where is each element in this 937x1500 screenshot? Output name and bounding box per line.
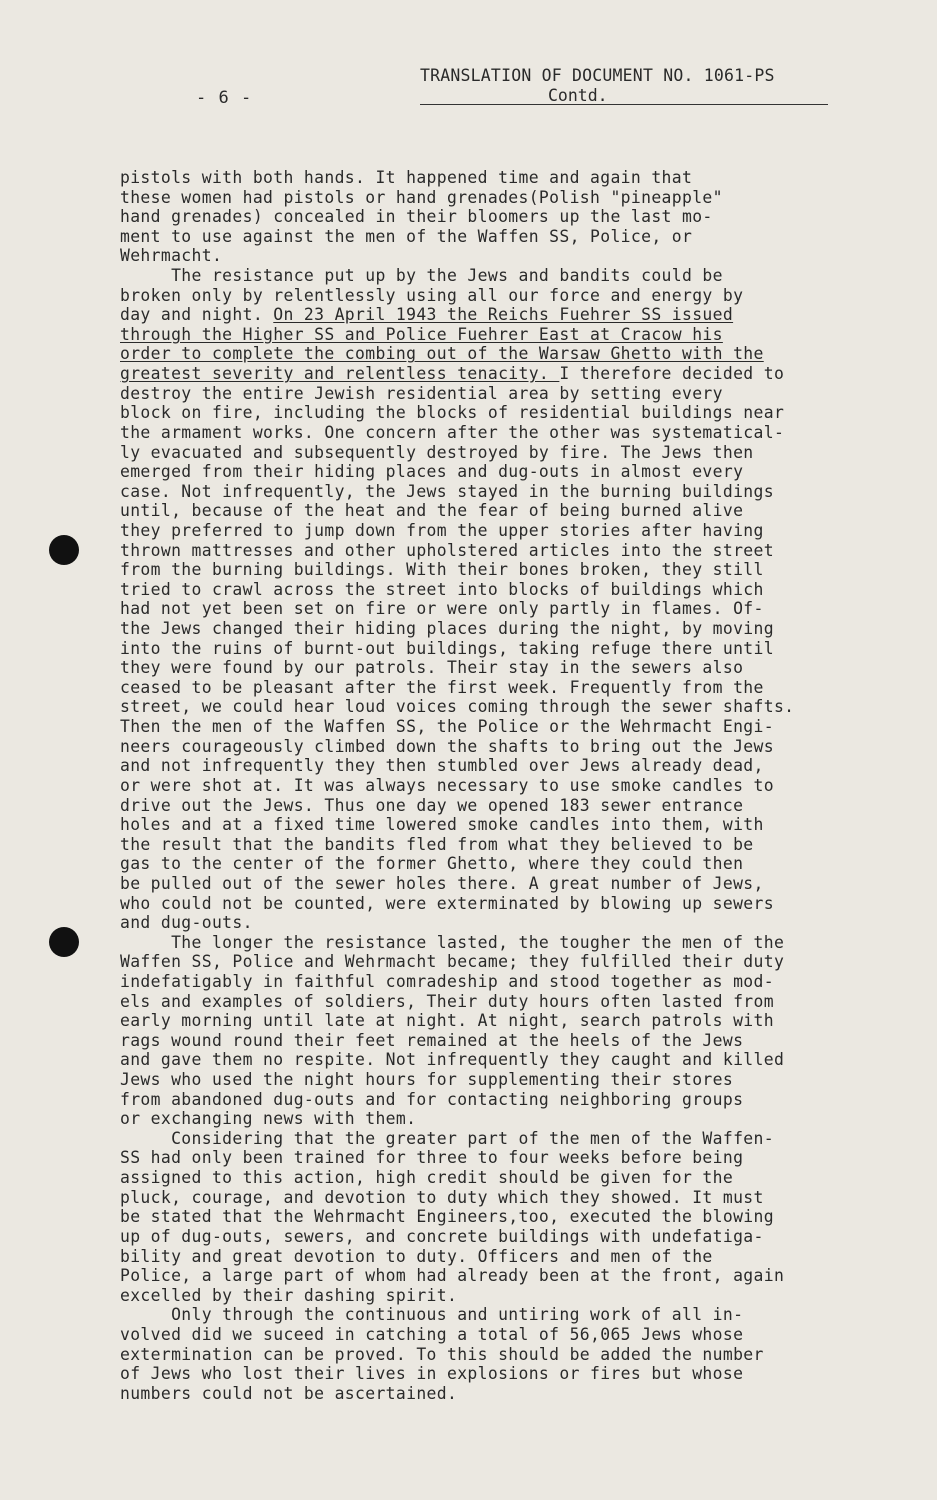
body-line: be pulled out of the sewer holes there. A great number of Jews, <box>120 873 764 893</box>
body-line: through the Higher SS and Police Fuehrer East at Cracow his <box>120 324 723 344</box>
body-line: extermination can be proved. To this should be added the number <box>120 1344 764 1364</box>
body-line: broken only by relentlessly using all our force and energy by <box>120 285 744 305</box>
body-line: rags wound round their feet remained at the heels of the Jews <box>120 1030 744 1050</box>
body-line: or were shot at. It was always necessary to use smoke candles to <box>120 775 774 795</box>
body-line: block on fire, including the blocks of residential buildings near <box>120 403 785 423</box>
body-line: they were found by our patrols. Their stay in the sewers also <box>120 658 744 678</box>
body-line: until, because of the heat and the fear of being burned alive <box>120 501 744 521</box>
body-line: pluck, courage, and devotion to duty which they showed. It must <box>120 1187 764 1207</box>
document-header <box>420 66 830 106</box>
body-line: had not yet been set on fire or were only partly in flames. Of- <box>120 599 764 619</box>
body-line: and gave them no respite. Not infrequently they caught and killed <box>120 1050 785 1070</box>
body-line: from abandoned dug-outs and for contacting neighboring groups <box>120 1089 744 1109</box>
body-line: of Jews who lost their lives in explosions or fires but whose <box>120 1364 744 1384</box>
body-line: order to complete the combing out of the Warsaw Ghetto with the <box>120 344 764 364</box>
page-number: - 6 - <box>196 88 253 108</box>
body-line: indefatigably in faithful comradeship and stood together as mod- <box>120 971 774 991</box>
body-line: Then the men of the Waffen SS, the Police or the Wehrmacht Engi- <box>120 717 774 737</box>
body-line: numbers could not be ascertained. <box>120 1383 458 1403</box>
body-line: holes and at a fixed time lowered smoke candles into them, with <box>120 815 764 835</box>
body-line: street, we could hear loud voices coming through the sewer shafts. <box>120 697 795 717</box>
body-line: the Jews changed their hiding places during the night, by moving <box>120 619 774 639</box>
body-line: and not infrequently they then stumbled over Jews already dead, <box>120 756 764 776</box>
body-line: thrown mattresses and other upholstered articles into the street <box>120 540 774 560</box>
body-text <box>120 168 890 1403</box>
body-line: greatest severity and relentless tenacity. I therefore decided to <box>120 364 785 384</box>
body-line: pistols with both hands. It happened time and again that <box>120 168 693 187</box>
body-line: the result that the bandits fled from what they believed to be <box>120 834 754 854</box>
body-line: els and examples of soldiers, Their duty hours often lasted from <box>120 991 774 1011</box>
body-line: up of dug-outs, sewers, and concrete buildings with undefatiga- <box>120 1226 764 1246</box>
body-line: who could not be counted, were exterminated by blowing up sewers <box>120 893 774 913</box>
body-line: the armament works. One concern after the other was systematical- <box>120 422 785 442</box>
body-line: early morning until late at night. At night, search patrols with <box>120 1011 774 1031</box>
body-line: day and night. On 23 April 1943 the Reichs Fuehrer SS issued <box>120 305 734 325</box>
body-line: assigned to this action, high credit should be given for the <box>120 1168 734 1188</box>
body-line: tried to crawl across the street into blocks of buildings which <box>120 579 764 599</box>
body-line: ceased to be pleasant after the first week. Frequently from the <box>120 677 764 697</box>
body-line: ment to use against the men of the Waffen SS, Police, or <box>120 226 693 246</box>
body-line: gas to the center of the former Ghetto, where they could then <box>120 854 744 874</box>
header-title: TRANSLATION OF DOCUMENT NO. 1061-PS <box>420 66 775 85</box>
body-line: Only through the continuous and untiring work of all in- <box>120 1305 744 1325</box>
body-line: The resistance put up by the Jews and bandits could be <box>120 266 723 286</box>
body-line: be stated that the Wehrmacht Engineers,too, executed the blowing <box>120 1207 774 1227</box>
body-line: The longer the resistance lasted, the tougher the men of the <box>120 932 785 952</box>
body-line: bility and great devotion to duty. Officers and men of the <box>120 1246 713 1266</box>
body-line: case. Not infrequently, the Jews stayed in the burning buildings <box>120 481 774 501</box>
body-line: emerged from their hiding places and dug-outs in almost every <box>120 462 744 482</box>
body-line: Jews who used the night hours for supplementing their stores <box>120 1070 734 1090</box>
body-line: neers courageously climbed down the shafts to bring out the Jews <box>120 736 774 756</box>
body-line: excelled by their dashing spirit. <box>120 1285 458 1305</box>
punch-hole-top <box>49 535 79 565</box>
body-line: ly evacuated and subsequently destroyed by fire. The Jews then <box>120 442 754 462</box>
body-line: Waffen SS, Police and Wehrmacht became; they fulfilled their duty <box>120 952 785 972</box>
body-line: volved did we suceed in catching a total of 56,065 Jews whose <box>120 1324 744 1344</box>
body-line: hand grenades) concealed in their bloomers up the last mo- <box>120 207 713 227</box>
header-subtitle: Contd. <box>548 86 608 105</box>
body-line: Wehrmacht. <box>120 246 223 266</box>
header-rule <box>420 104 828 105</box>
body-line: into the ruins of burnt-out buildings, taking refuge there until <box>120 638 774 658</box>
body-line: SS had only been trained for three to four weeks before being <box>120 1148 744 1168</box>
punch-hole-bottom <box>49 927 79 957</box>
body-line: and dug-outs. <box>120 913 253 933</box>
body-line: these women had pistols or hand grenades(Polish "pineapple" <box>120 187 723 207</box>
body-line: destroy the entire Jewish residential area by setting every <box>120 383 723 403</box>
body-line: from the burning buildings. With their bones broken, they still <box>120 560 764 580</box>
body-line: Police, a large part of whom had already been at the front, again <box>120 1266 785 1286</box>
body-line: Considering that the greater part of the men of the Waffen- <box>120 1128 774 1148</box>
body-line: or exchanging news with them. <box>120 1109 417 1129</box>
body-line: they preferred to jump down from the upper stories after having <box>120 520 764 540</box>
body-line: drive out the Jews. Thus one day we opened 183 sewer entrance <box>120 795 744 815</box>
